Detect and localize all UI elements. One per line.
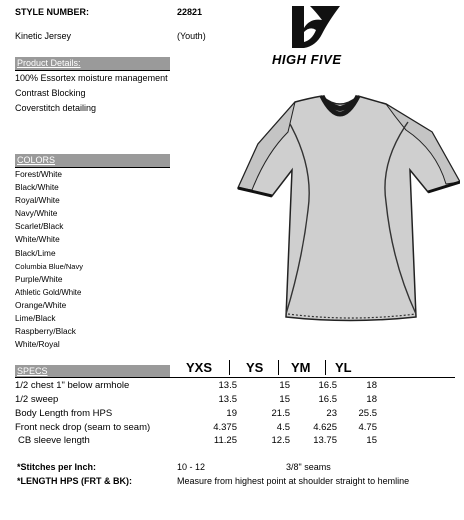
spec-label: Body Length from HPS: [15, 408, 113, 419]
spec-value: 15: [279, 380, 290, 391]
specs-heading: SPECS: [17, 366, 48, 376]
color-item: Navy/White: [15, 208, 58, 219]
brand-name: HIGH FIVE: [272, 52, 342, 67]
colors-bar: [15, 154, 170, 167]
stitches-label: *Stitches per Inch:: [17, 462, 97, 472]
spec-row: [15, 408, 455, 421]
spec-value: 4.375: [213, 422, 237, 433]
color-item: White/White: [15, 234, 60, 245]
detail-line: 100% Essortex moisture management: [15, 73, 168, 83]
size-header-ys: YS: [246, 360, 264, 375]
color-item: Athletic Gold/White: [15, 287, 82, 297]
color-item: Forest/White: [15, 169, 63, 179]
size-header-ym: YM: [291, 360, 311, 375]
spec-value: 13.5: [218, 380, 237, 391]
spec-row: [15, 422, 455, 435]
spec-value: 13.5: [218, 394, 237, 405]
detail-line: Contrast Blocking: [15, 88, 86, 98]
spec-value: 11.25: [213, 435, 237, 446]
style-number-value: 22821: [177, 7, 203, 17]
spec-label: 1/2 sweep: [15, 394, 59, 405]
seam-value: 3/8" seams: [286, 462, 331, 472]
spec-value: 25.5: [358, 408, 377, 419]
spec-value: 21.5: [271, 408, 290, 419]
spec-value: 4.75: [358, 422, 377, 433]
color-item: Black/Lime: [15, 247, 56, 258]
spec-value: 4.625: [313, 422, 337, 433]
stitches-value: 10 - 12: [177, 462, 206, 472]
color-item: Purple/White: [15, 273, 63, 284]
spec-value: 18: [366, 380, 377, 391]
product-details-heading: Product Details:: [17, 58, 81, 68]
jersey-image: [210, 92, 460, 327]
size-header-yl: YL: [335, 360, 352, 375]
spec-value: 13.75: [313, 435, 337, 446]
colors-list: [15, 168, 83, 351]
colors-heading: COLORS: [17, 155, 56, 165]
spec-label: 1/2 chest 1" below armhole: [15, 380, 130, 391]
spec-row: [15, 380, 455, 393]
color-item: White/Royal: [15, 339, 60, 350]
divider: [278, 360, 279, 375]
spec-value: 18: [366, 394, 377, 405]
product-details-list: [15, 72, 168, 115]
spec-value: 4.5: [276, 422, 290, 433]
spec-value: 12.5: [271, 435, 290, 446]
spec-value: 19: [226, 408, 237, 419]
color-item: Lime/Black: [15, 313, 56, 324]
divider: [229, 360, 230, 375]
color-item: Columbia Blue/Navy: [15, 261, 83, 271]
size-header-yxs: YXS: [186, 360, 213, 375]
spec-label: CB sleeve length: [18, 435, 90, 446]
product-details-bar: [15, 57, 170, 70]
detail-line: Coverstitch detailing: [15, 103, 97, 113]
color-item: Orange/White: [15, 299, 67, 310]
color-item: Scarlet/Black: [15, 221, 64, 232]
size-group: (Youth): [177, 31, 206, 41]
spec-value: 16.5: [318, 380, 337, 391]
spec-value: 23: [326, 408, 337, 419]
style-number-label: STYLE NUMBER:: [15, 7, 89, 17]
specs-bar: [15, 365, 170, 377]
length-label: *LENGTH HPS (FRT & BK):: [17, 476, 132, 486]
spec-label: Front neck drop (seam to seam): [15, 422, 151, 433]
spec-value: 15: [366, 435, 377, 446]
spec-row: [15, 394, 455, 407]
divider: [15, 70, 170, 71]
brand-logo: [270, 2, 360, 72]
jersey-icon: [210, 92, 460, 327]
length-value: Measure from highest point at shoulder straight to hemline: [177, 476, 410, 486]
product-name: Kinetic Jersey: [15, 31, 72, 41]
color-item: Raspberry/Black: [15, 326, 76, 337]
spec-value: 15: [279, 394, 290, 405]
divider: [325, 360, 326, 375]
color-item: Black/White: [15, 182, 59, 193]
divider: [15, 377, 455, 378]
spec-row: [15, 435, 455, 448]
high-five-logo-icon: [270, 2, 360, 52]
color-item: Royal/White: [15, 195, 60, 206]
spec-value: 16.5: [318, 394, 337, 405]
